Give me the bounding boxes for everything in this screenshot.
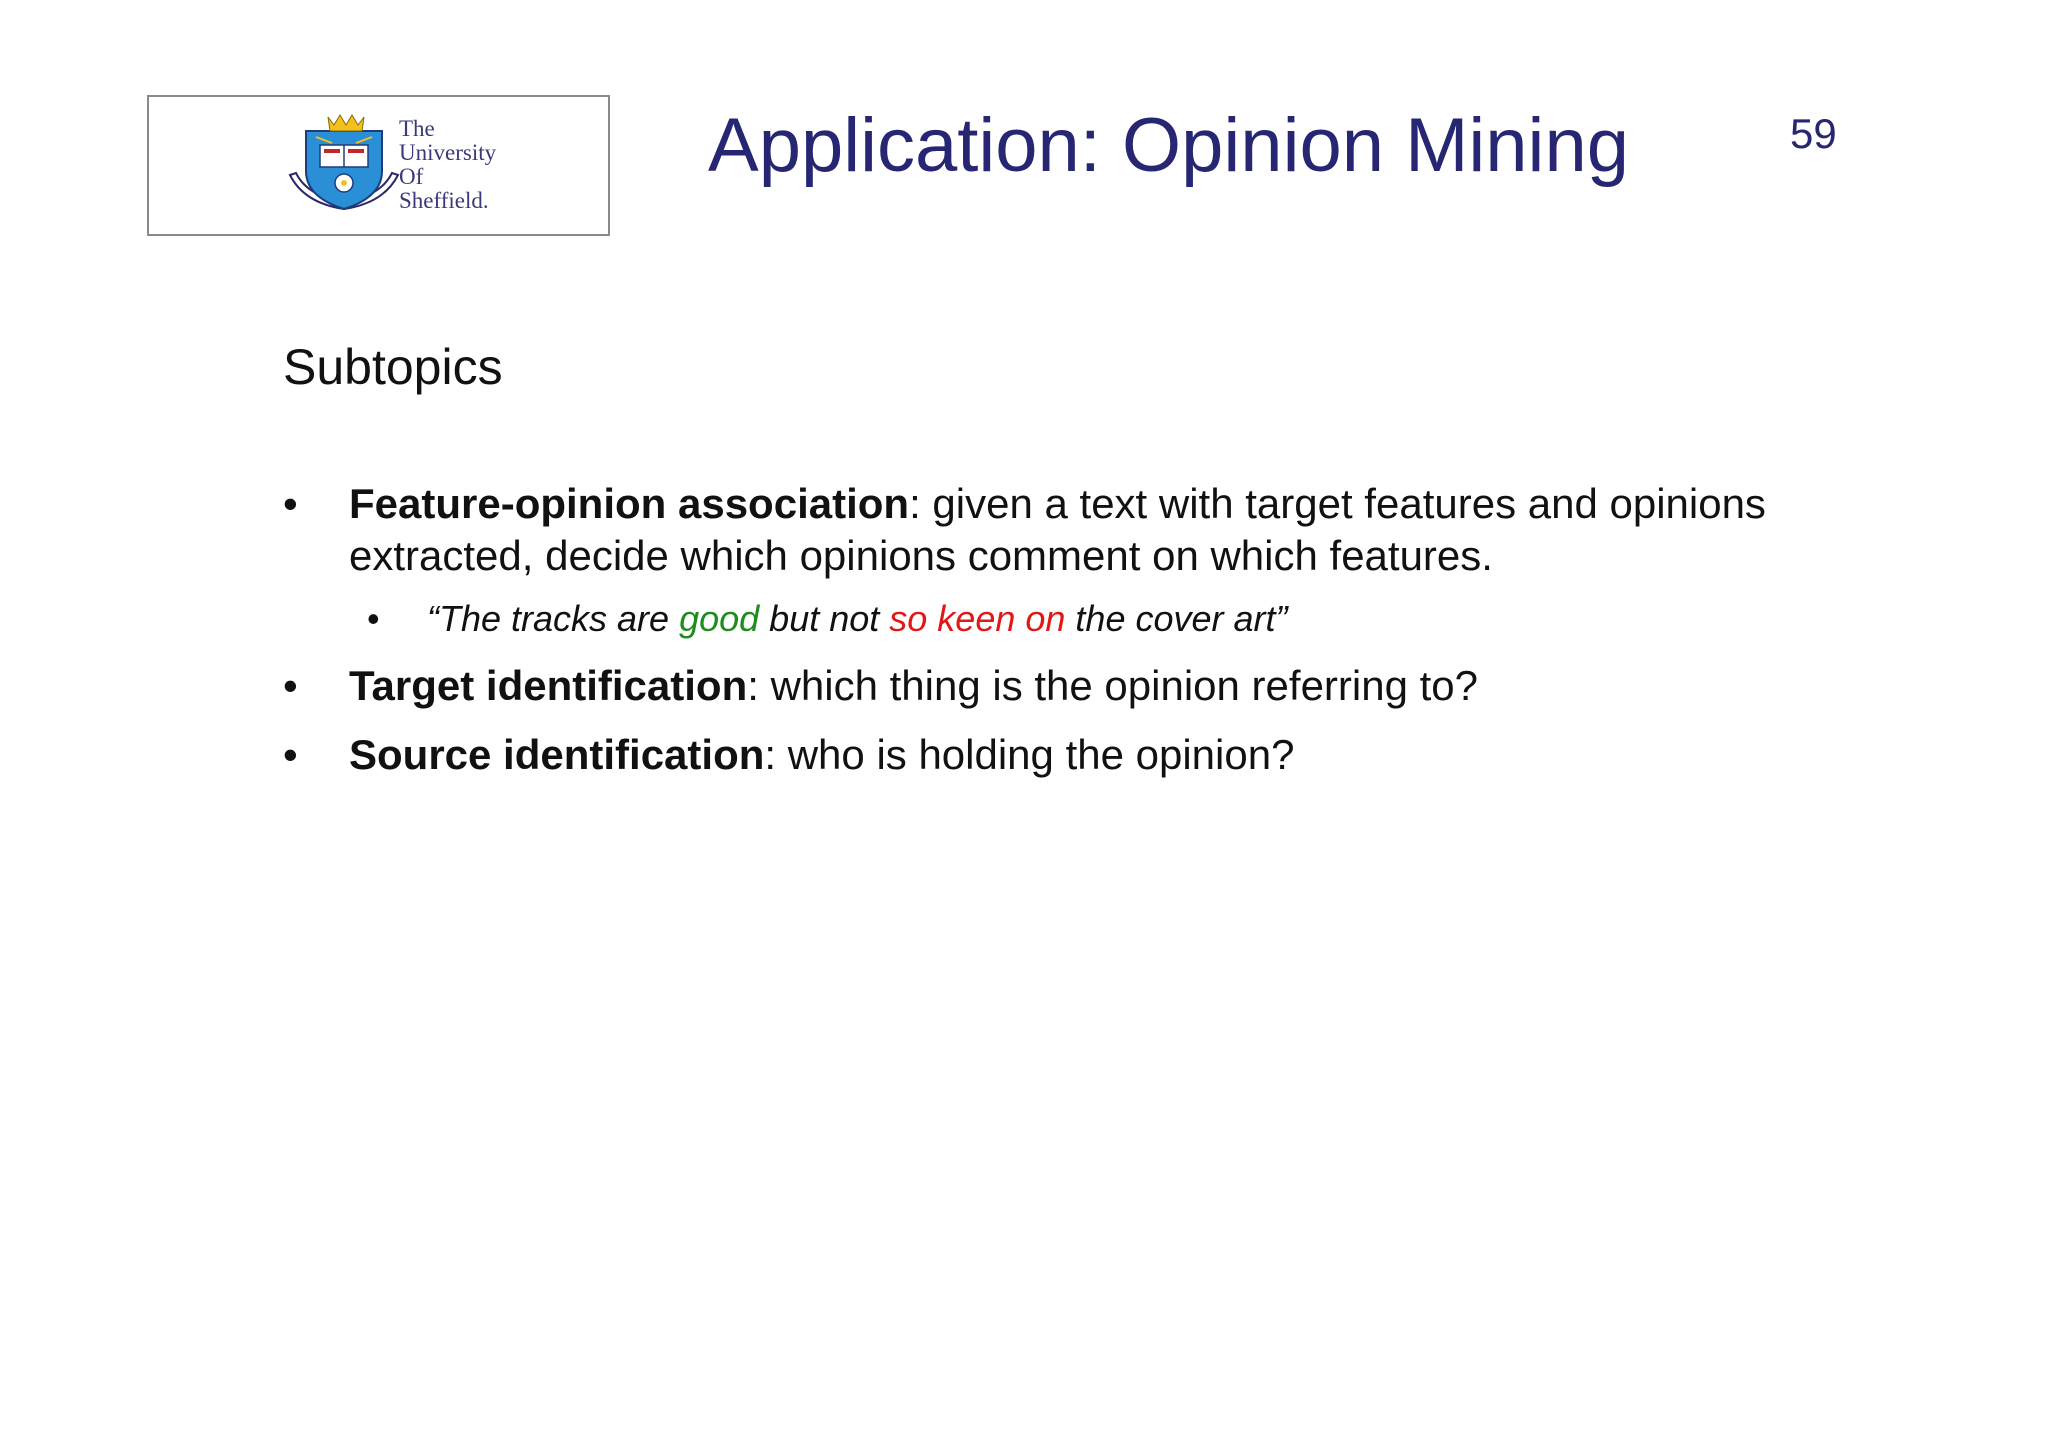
bullet-term: Source identification xyxy=(349,731,765,778)
bullet-text xyxy=(349,660,2048,712)
university-name-line: The xyxy=(399,116,435,141)
bullet-description: : who is holding the opinion? xyxy=(764,731,1295,778)
section-heading: Subtopics xyxy=(283,339,503,395)
university-name-line: Sheffield. xyxy=(399,188,489,213)
example-part: the cover art” xyxy=(1065,598,1288,639)
example-part: but not xyxy=(759,598,890,639)
bullet-description: : which thing is the opinion referring to? xyxy=(747,662,1479,709)
university-name-line: University xyxy=(399,140,497,165)
bullet-description: : given a text with target features and opinions extracted, decide which opinions comment on which features. xyxy=(349,480,1766,579)
university-name-line: Of xyxy=(399,164,424,189)
positive-opinion: good xyxy=(679,598,760,639)
bullet-text xyxy=(349,729,2048,781)
bullet-term: Target identification xyxy=(349,662,748,709)
example-part: “The tracks are xyxy=(427,598,680,639)
bullet-term: Feature-opinion association xyxy=(349,480,910,527)
bullet-marker: • xyxy=(283,480,298,527)
bullet-marker: • xyxy=(283,731,298,778)
university-crest-icon xyxy=(284,113,404,221)
negative-opinion: so keen on xyxy=(889,598,1066,639)
page-number: 59 xyxy=(1790,110,1837,157)
sub-bullet-marker: • xyxy=(367,598,380,639)
bullet-marker: • xyxy=(283,662,298,709)
university-logo xyxy=(147,95,610,236)
bullet-text xyxy=(349,478,1799,582)
university-name xyxy=(399,117,599,213)
example-text xyxy=(427,596,1288,642)
slide-title: Application: Opinion Mining xyxy=(708,103,1629,188)
